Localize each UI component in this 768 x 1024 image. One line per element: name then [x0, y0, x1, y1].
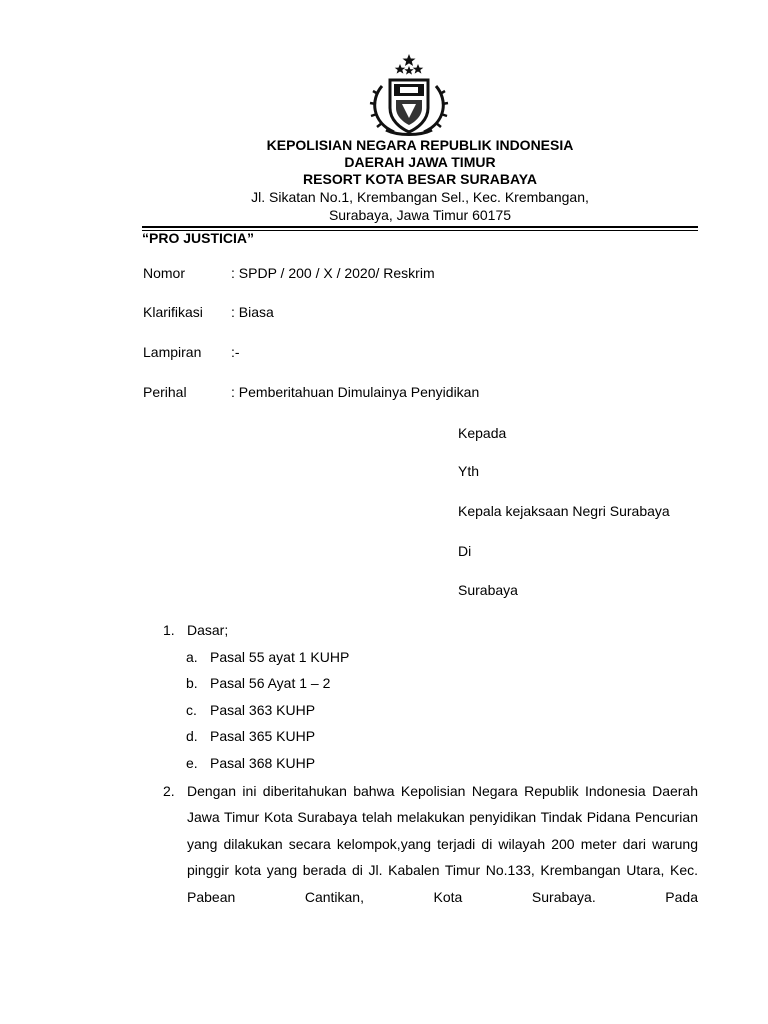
recipient-city: Surabaya: [458, 582, 518, 598]
list-item-letter: b.: [186, 675, 198, 691]
header-resort: RESORT KOTA BESAR SURABAYA: [303, 171, 537, 187]
header-org-name: KEPOLISIAN NEGARA REPUBLIK INDONESIA: [266, 137, 574, 153]
header-address-line1: Jl. Sikatan No.1, Krembangan Sel., Kec. Krembangan,: [251, 189, 589, 205]
recipient-di: Di: [458, 543, 472, 559]
police-emblem-logo: [360, 52, 458, 136]
section2-paragraph: Dengan ini diberitahukan bahwa Kepolisian Negara Republik Indonesia Daerah Jawa Timur Kota Surabaya telah melakukan penyidikan Tindak Pidana Pencurian yang dilakukan secara kelompok,yang terjadi di wilayah 200 meter dari warung pinggir kota yang berada di Jl. Kabalen Timur No.133, Krembangan Utara, Kec. Pabean Cantikan, Kota Surabaya. Pada: [187, 783, 698, 905]
section1-number: 1.: [163, 622, 175, 638]
klarifikasi-label: Klarifikasi: [143, 304, 203, 320]
nomor-value: : SPDP / 200 / X / 2020/ Reskrim: [231, 265, 435, 281]
lampiran-label: Lampiran: [143, 344, 202, 360]
lampiran-value: :-: [231, 344, 240, 360]
recipient-name: Kepala kejaksaan Negri Surabaya: [458, 503, 670, 519]
recipient-kepada: Kepada: [458, 425, 507, 441]
list-item: Pasal 363 KUHP: [210, 702, 316, 718]
header-divider-thick: [142, 226, 698, 228]
section2-number: 2.: [163, 783, 175, 799]
header-region: DAERAH JAWA TIMUR: [344, 154, 496, 170]
list-item: Pasal 365 KUHP: [210, 728, 316, 744]
list-item-letter: e.: [186, 755, 198, 771]
recipient-yth: Yth: [458, 463, 480, 479]
list-item-letter: a.: [186, 649, 198, 665]
section1-title: Dasar;: [187, 622, 229, 638]
header-address-line2: Surabaya, Jawa Timur 60175: [328, 207, 512, 223]
perihal-label: Perihal: [143, 384, 187, 400]
list-item: Pasal 56 Ayat 1 – 2: [210, 675, 331, 691]
pro-justicia-label: “PRO JUSTICIA”: [142, 230, 255, 246]
list-item-letter: c.: [186, 702, 197, 718]
list-item: Pasal 55 ayat 1 KUHP: [210, 649, 350, 665]
list-item: Pasal 368 KUHP: [210, 755, 316, 771]
nomor-label: Nomor: [143, 265, 186, 281]
perihal-value: : Pemberitahuan Dimulainya Penyidikan: [231, 384, 480, 400]
klarifikasi-value: : Biasa: [231, 304, 274, 320]
list-item-letter: d.: [186, 728, 198, 744]
